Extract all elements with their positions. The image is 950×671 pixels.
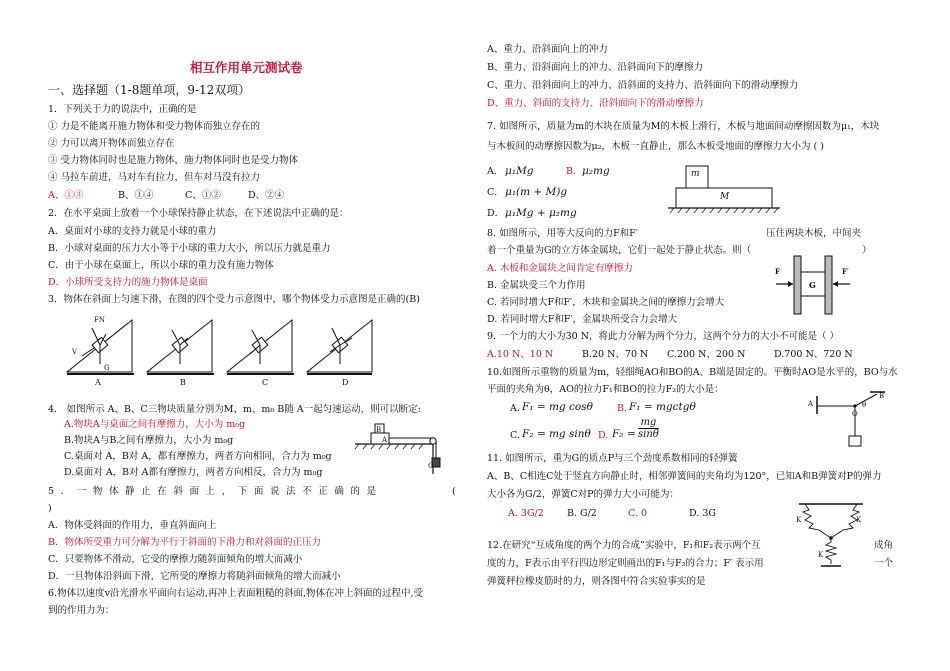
q10-option-a-expr: F₁ = mg cosθ — [522, 401, 593, 413]
q3-label-fn: FN — [94, 316, 105, 324]
q5-option-c: C．只要物体不滑动，它受的摩擦力随斜面倾角的增大而减小 — [48, 554, 303, 565]
q7-option-b-label: B． — [566, 166, 583, 177]
q10-label-theta: θ — [862, 401, 867, 409]
q6-stem-line2: 到的作用力为： — [48, 605, 115, 616]
q11-label-k-left: K — [796, 516, 802, 524]
q1-statement-2: ② 力可以离开物体而独立存在 — [48, 138, 175, 149]
q7-label-m: m — [691, 169, 700, 179]
q11-label-k-right: K — [856, 516, 862, 524]
q12-stem-line1: 12.在研究“互成角度的两个力的合成”实验中，F₁和F₂表示两个互 — [487, 540, 761, 551]
q1-option-d: D、②④ — [248, 190, 285, 201]
q4-option-d: D.桌面对 A，B对 A都有摩擦力，两者方向相反，合力为 m₀g — [64, 467, 323, 478]
q7-label-big-m: M — [720, 192, 730, 202]
q10-stem-line2: 平面的夹角为θ，AO的拉力F₁和BO的拉力F₂的大小是： — [487, 384, 724, 395]
q12-stem-line2-right: 一个 — [874, 558, 894, 569]
q1-stem: 1．下列关于力的说法中，正确的是 — [48, 104, 197, 115]
q1-option-c: C、①② — [185, 190, 221, 201]
q9-option-a: A.10 N、10 N — [487, 349, 554, 360]
q7-option-c-expr: μ₁(m + M)g — [505, 186, 568, 198]
q1-option-a: A、①③ — [48, 190, 84, 201]
q7-option-d-expr: μ₁Mg + μ₂mg — [505, 207, 577, 219]
q6-option-b: B、重力、沿斜面向上的冲力、沿斜面向下的摩擦力 — [487, 62, 703, 73]
q8-stem-line2-right: ） — [862, 245, 872, 256]
q5-stem-paren: ( — [452, 486, 456, 497]
q12-stem-line3: 弹簧秤拉橡皮筋时的力，则各图中符合实验事实的是 — [487, 576, 706, 587]
q3-label-v: V — [72, 348, 78, 356]
q4-option-c: C.桌面对 A，B对 A，都有摩擦力，两者方向相同，合力为 m₀g — [64, 451, 332, 462]
q5-option-a: A．物体受斜面的作用力，垂直斜面向上 — [48, 520, 217, 531]
q4-label-a: A — [382, 436, 388, 444]
q6-option-c: C、重力、沿斜面向上的冲力、沿斜面的支持力、沿斜面向下的滑动摩擦力 — [487, 80, 799, 91]
q2-option-a: A．桌面对小球的支持力就是小球的重力 — [48, 226, 217, 237]
section-heading: 一、选择题（1-8题单项，9-12双项） — [48, 83, 251, 97]
q2-option-d: D．小球所受支持力的施力物体是桌面 — [48, 277, 208, 288]
q11-option-b: B. G/2 — [567, 508, 597, 519]
q3-diagram-d — [307, 320, 372, 374]
q10-option-d-expr: F₂ = — [612, 428, 636, 440]
q10-option-d-fraction — [638, 417, 659, 440]
q8-option-c: C. 若同时增大F和F′，木块和金属块之间的摩擦力会增大 — [487, 297, 725, 308]
q6-stem-line1: 6.物体以速度v沿光滑水平面向右运动,再冲上表面粗糙的斜面,物体在冲上斜面的过程中,受 — [48, 588, 423, 599]
page-title: 相互作用单元测试卷 — [190, 60, 303, 75]
q3-label-c: C — [262, 378, 269, 387]
q9-option-b: B.20 N、70 N — [582, 349, 649, 360]
q10-label-o: O — [852, 410, 858, 418]
q5-stem: 5．一物体静止在斜面上，下面说法不正确的是 — [48, 486, 383, 497]
q3-force-diagrams — [62, 312, 372, 387]
q3-diagram-b — [147, 320, 214, 374]
q11-stem-line1: 11. 如图所示，重为G的质点P与三个劲度系数相同的轻弹簧 — [487, 453, 738, 464]
q10-label-a: A — [808, 400, 814, 408]
q9-option-c: C.200 N、200 N — [667, 349, 746, 360]
q7-stem-line2: 与木板间的动摩擦因数为μ₂，木板一直静止，那么木板受地面的摩擦力大小为 ( ) — [487, 141, 824, 152]
q8-option-d: D. 若同时增大F和F′，金属块所受合力会增大 — [487, 314, 678, 325]
q7-option-b-expr: μ₂mg — [582, 165, 610, 177]
q3-diagram-c — [227, 320, 294, 374]
q10-option-d-label: D. — [598, 430, 609, 441]
q10-fraction-denominator: sinθ — [638, 429, 659, 440]
q1-statement-4: ④ 马拉车前进，马对车有拉力，但车对马没有拉力 — [48, 172, 261, 183]
q7-option-a-label: A． — [487, 166, 504, 177]
q7-stem-line1: 7. 如图所示，质量为m的木块在质量为M的木板上滑行，木板与地面间动摩擦因数为μ₁，木块 — [487, 121, 880, 132]
q1-statement-3: ③ 受力物体同时也是施力物体，施力物体同时也是受力物体 — [48, 155, 299, 166]
q5-option-d: D．一旦物体沿斜面下滑，它所受的摩擦力将随斜面倾角的增大而减小 — [48, 571, 341, 582]
q10-option-b-label: B. — [617, 403, 628, 414]
q10-option-c-label: C. — [510, 430, 520, 441]
q8-label-f-prime: F′ — [842, 267, 849, 276]
q4-label-c: C — [428, 462, 434, 470]
q10-option-c-expr: F₂ = mg sinθ — [522, 428, 591, 440]
q4-label-b: B — [376, 426, 382, 434]
q8-stem-line2: 着一个重量为G的立方体金属块，它们一起处于静止状态。则（ — [487, 245, 752, 256]
q11-spring-diagram — [795, 502, 867, 570]
q9-option-d: D.700 N、720 N — [774, 349, 853, 360]
q11-stem-line2: A、B、C相连C处于竖直方向静止时，相邻弹簧间的夹角均为120°，已知A和B弹簧对P的弹力 — [487, 471, 882, 482]
q2-option-c: C．由于小球在桌面上，所以小球的重力没有施力物体 — [48, 260, 274, 271]
q3-label-d: D — [342, 378, 349, 387]
q3-label-a: A — [95, 378, 101, 387]
q10-fraction-numerator: mg — [638, 417, 659, 429]
q5-option-b: B．物体所受重力可分解为平行于斜面的下滑力和对斜面的正压力 — [48, 537, 321, 548]
q1-option-b: B、①④ — [118, 190, 154, 201]
q5-stem-close: ) — [48, 503, 52, 514]
q11-stem-line3: 大小各为G/2，弹簧C对P的弹力大小可能为： — [487, 489, 679, 500]
q12-stem-line1-right: 成角 — [874, 540, 894, 551]
q11-option-a: A. 3G/2 — [508, 508, 544, 519]
q6-option-d: D、重力、斜面的支持力、沿斜面向下的滑动摩擦力 — [487, 98, 704, 109]
q8-label-f: F — [775, 267, 780, 276]
q10-stem-line1: 10.如图所示重物的质量为m，轻细绳AO和BO的A、B端是固定的。平衡时AO是水平的，BO与水 — [487, 367, 898, 378]
q7-option-a-expr: μ₁Mg — [505, 165, 534, 177]
q10-option-a-label: A. — [510, 403, 520, 414]
q9-stem: 9. 一个力的大小为30 N，将此力分解为两个分力，这两个分力的大小不可能是（ ） — [487, 331, 840, 342]
q11-option-d: D. 3G — [689, 508, 716, 519]
q7-option-d-label: D． — [487, 208, 505, 219]
q4-option-b: B.物块A与B之间有摩擦力，大小为 m₀g — [64, 435, 234, 446]
q12-stem-line2: 度的力，F表示由平行四边形定则画出的F₁与F₂的合力；F′ 表示用 — [487, 558, 764, 569]
q8-label-g: G — [809, 280, 816, 290]
q8-stem-line1: 8. 如图所示，用等大反向的力F和F′ — [487, 228, 638, 239]
q2-option-b: B．小球对桌面的压力大小等于小球的重力大小，所以压力就是重力 — [48, 243, 331, 254]
q3-label-b: B — [180, 378, 186, 387]
q8-option-a: A. 木板和金属块之间肯定有摩擦力 — [487, 263, 633, 274]
q2-stem: 2．在水平桌面上放着一个小球保持静止状态，在下述说法中正确的是： — [48, 208, 349, 219]
q8-option-b: B. 金属块受三个力作用 — [487, 280, 586, 291]
q10-option-b-expr: F₁ = mgctgθ — [629, 401, 696, 413]
q4-option-a: A.物块A与桌面之间有摩擦力，大小为 m₀g — [64, 419, 246, 430]
q6-option-a: A、重力、沿斜面向上的冲力 — [487, 44, 608, 55]
q10-label-b: B — [879, 392, 885, 400]
q11-option-c: C. 0 — [628, 508, 648, 519]
q11-label-k-bottom: K — [818, 551, 824, 559]
q1-statement-1: ① 力是不能离开施力物体和受力物体而独立存在的 — [48, 121, 261, 132]
q3-label-g: G — [104, 364, 110, 372]
q4-stem: 4． 如图所示 A、B、C三物块质量分别为M、m、m₀ B随 A一起匀速运动，则可以断定: — [48, 404, 421, 415]
q3-stem: 3．物体在斜面上匀速下滑，在图的四个受力示意图中，哪个物体受力示意图是正确的(B) — [48, 294, 420, 305]
q8-stem-line1-right: 压住两块木板，中间夹 — [766, 228, 862, 239]
q7-option-c-label: C． — [487, 187, 504, 198]
